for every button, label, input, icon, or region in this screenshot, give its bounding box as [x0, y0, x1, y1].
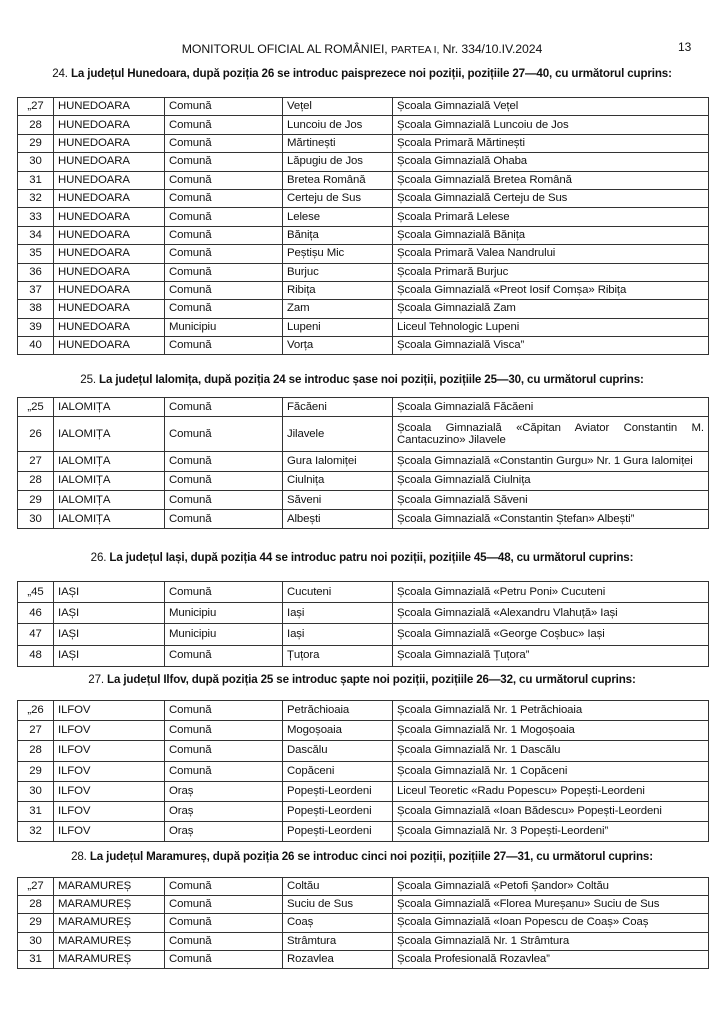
county-cell: ILFOV — [54, 781, 165, 801]
position-number-cell: 32 — [18, 189, 54, 207]
county-cell: HUNEDOARA — [54, 263, 165, 281]
school-name-cell: Liceul Teoretic «Radu Popescu» Popești-Leordeni — [393, 781, 709, 801]
publication-issue: Nr. 334/10.IV.2024 — [442, 42, 543, 56]
school-name-cell: Școala Gimnazială «Florea Mureșanu» Suciu de Sus — [393, 896, 709, 914]
county-cell: IALOMIȚA — [54, 510, 165, 529]
table-row — [18, 337, 709, 355]
position-number-cell: 28 — [18, 896, 54, 914]
table-row — [18, 510, 709, 529]
unit-type-cell: Comună — [165, 896, 283, 914]
position-number-cell: 37 — [18, 281, 54, 299]
position-number-cell: 26 — [18, 417, 54, 452]
school-name-cell: Școala Gimnazială Ohaba — [393, 153, 709, 171]
county-cell: HUNEDOARA — [54, 281, 165, 299]
school-name-cell: Școala Gimnazială Vețel — [393, 98, 709, 116]
table-row — [18, 417, 709, 452]
locality-cell: Lupeni — [283, 318, 393, 336]
position-number-cell: 28 — [18, 741, 54, 761]
table-row — [18, 896, 709, 914]
county-cell: ILFOV — [54, 822, 165, 842]
position-number-cell: 32 — [18, 822, 54, 842]
unit-type-cell: Comună — [165, 171, 283, 189]
locality-cell: Iași — [283, 624, 393, 645]
locality-cell: Dascălu — [283, 741, 393, 761]
county-cell: IAȘI — [54, 603, 165, 624]
school-name-cell: Școala Gimnazială «Alexandru Vlahuță» Iași — [393, 603, 709, 624]
position-number-cell: 30 — [18, 153, 54, 171]
position-number-cell: 31 — [18, 801, 54, 821]
publication-name: MONITORUL OFICIAL AL ROMÂNIEI, — [181, 42, 388, 56]
county-cell: MARAMUREȘ — [54, 878, 165, 896]
page-number: 13 — [678, 40, 692, 54]
position-number-cell: 40 — [18, 337, 54, 355]
table-row — [18, 701, 709, 721]
unit-type-cell: Comună — [165, 582, 283, 603]
county-cell: IALOMIȚA — [54, 452, 165, 471]
table-row — [18, 471, 709, 490]
position-number-cell: 29 — [18, 914, 54, 932]
county-cell: ILFOV — [54, 761, 165, 781]
table-ilfov — [17, 700, 709, 842]
school-name-cell: Școala Gimnazială Nr. 1 Dascălu — [393, 741, 709, 761]
table-row — [18, 281, 709, 299]
position-number-cell: „27 — [18, 98, 54, 116]
section-text: La județul Ilfov, după poziția 25 se introduc șapte noi poziții, pozițiile 26—32, cu următorul cuprins: — [107, 673, 636, 686]
unit-type-cell: Comună — [165, 471, 283, 490]
section-text: La județul Iași, după poziția 44 se introduc patru noi poziții, pozițiile 45—48, cu următorul cuprins: — [109, 551, 634, 564]
locality-cell: Ciulnița — [283, 471, 393, 490]
position-number-cell: 39 — [18, 318, 54, 336]
section-number: 25. — [80, 373, 96, 386]
position-number-cell: „25 — [18, 398, 54, 417]
county-cell: HUNEDOARA — [54, 171, 165, 189]
locality-cell: Coaș — [283, 914, 393, 932]
locality-cell: Certeju de Sus — [283, 189, 393, 207]
county-cell: IAȘI — [54, 624, 165, 645]
locality-cell: Bănița — [283, 226, 393, 244]
table-row — [18, 950, 709, 968]
locality-cell: Bretea Română — [283, 171, 393, 189]
publication-part: PARTEA I, — [390, 44, 440, 56]
table-row — [18, 226, 709, 244]
table-row — [18, 263, 709, 281]
county-cell: HUNEDOARA — [54, 189, 165, 207]
unit-type-cell: Municipiu — [165, 318, 283, 336]
locality-cell: Popești-Leordeni — [283, 822, 393, 842]
school-name-cell: Școala Gimnazială «Petru Poni» Cucuteni — [393, 582, 709, 603]
school-name-cell: Școala Gimnazială Făcăeni — [393, 398, 709, 417]
position-number-cell: 30 — [18, 510, 54, 529]
locality-cell: Vețel — [283, 98, 393, 116]
section-number: 24. — [52, 67, 68, 80]
publication-title — [0, 42, 724, 56]
unit-type-cell: Comună — [165, 721, 283, 741]
unit-type-cell: Comună — [165, 761, 283, 781]
locality-cell: Lăpugiu de Jos — [283, 153, 393, 171]
unit-type-cell: Municipiu — [165, 603, 283, 624]
county-cell: HUNEDOARA — [54, 153, 165, 171]
position-number-cell: 47 — [18, 624, 54, 645]
school-name-cell: Școala Gimnazială «Preot Iosif Comșa» Ribița — [393, 281, 709, 299]
position-number-cell: 35 — [18, 245, 54, 263]
county-cell: HUNEDOARA — [54, 98, 165, 116]
locality-cell: Gura Ialomiței — [283, 452, 393, 471]
table-row — [18, 603, 709, 624]
unit-type-cell: Comună — [165, 452, 283, 471]
position-number-cell: 27 — [18, 452, 54, 471]
table-row — [18, 624, 709, 645]
position-number-cell: 31 — [18, 950, 54, 968]
position-number-cell: „27 — [18, 878, 54, 896]
school-name-cell: Școala Gimnazială Luncoiu de Jos — [393, 116, 709, 134]
unit-type-cell: Comună — [165, 645, 283, 666]
unit-type-cell: Oraș — [165, 822, 283, 842]
locality-cell: Țuțora — [283, 645, 393, 666]
position-number-cell: „45 — [18, 582, 54, 603]
county-cell: HUNEDOARA — [54, 337, 165, 355]
table-row — [18, 208, 709, 226]
unit-type-cell: Comună — [165, 878, 283, 896]
locality-cell: Petrăchioaia — [283, 701, 393, 721]
table-row — [18, 398, 709, 417]
section-heading-25 — [0, 373, 724, 386]
locality-cell: Rozavlea — [283, 950, 393, 968]
school-name-cell: Școala Gimnazială «Ioan Bădescu» Popești-Leordeni — [393, 801, 709, 821]
county-cell: ILFOV — [54, 741, 165, 761]
section-heading-24 — [0, 67, 724, 80]
school-name-cell: Școala Primară Burjuc — [393, 263, 709, 281]
section-heading-26 — [0, 551, 724, 564]
county-cell: MARAMUREȘ — [54, 950, 165, 968]
locality-cell: Mogoșoaia — [283, 721, 393, 741]
county-cell: IALOMIȚA — [54, 490, 165, 509]
table-row — [18, 582, 709, 603]
section-heading-28 — [0, 850, 724, 863]
school-name-cell: Școala Gimnazială «Petofi Șandor» Coltău — [393, 878, 709, 896]
position-number-cell: 29 — [18, 134, 54, 152]
county-cell: HUNEDOARA — [54, 226, 165, 244]
table-row — [18, 781, 709, 801]
unit-type-cell: Comună — [165, 153, 283, 171]
section-text: La județul Ialomița, după poziția 24 se introduc șase noi poziții, pozițiile 25—30, cu următorul cuprins: — [99, 373, 644, 386]
table-row — [18, 721, 709, 741]
school-name-cell: Școala Gimnazială «George Coșbuc» Iași — [393, 624, 709, 645]
unit-type-cell: Comună — [165, 189, 283, 207]
position-number-cell: 27 — [18, 721, 54, 741]
unit-type-cell: Comună — [165, 281, 283, 299]
table-maramures — [17, 877, 709, 969]
school-name-cell: Școala Primară Mărtinești — [393, 134, 709, 152]
position-number-cell: 31 — [18, 171, 54, 189]
locality-cell: Copăceni — [283, 761, 393, 781]
school-name-cell: Școala Gimnazială Bănița — [393, 226, 709, 244]
school-name-cell: Școala Primară Lelese — [393, 208, 709, 226]
school-name-cell: Școala Gimnazială Nr. 1 Copăceni — [393, 761, 709, 781]
position-number-cell: 38 — [18, 300, 54, 318]
table-row — [18, 878, 709, 896]
position-number-cell: „26 — [18, 701, 54, 721]
school-name-cell: Școala Gimnazială «Căpitan Aviator Constantin M. Cantacuzino» Jilavele — [393, 417, 709, 452]
position-number-cell: 34 — [18, 226, 54, 244]
locality-cell: Făcăeni — [283, 398, 393, 417]
table-row — [18, 490, 709, 509]
table-row — [18, 245, 709, 263]
school-name-cell: Școala Gimnazială «Constantin Ștefan» Albești” — [393, 510, 709, 529]
county-cell: IALOMIȚA — [54, 471, 165, 490]
school-name-cell: Școala Gimnazială Nr. 1 Strâmtura — [393, 932, 709, 950]
table-row — [18, 822, 709, 842]
locality-cell: Ribița — [283, 281, 393, 299]
unit-type-cell: Comună — [165, 417, 283, 452]
table-iasi — [17, 581, 709, 667]
county-cell: HUNEDOARA — [54, 300, 165, 318]
school-name-cell: Școala Primară Valea Nandrului — [393, 245, 709, 263]
school-name-cell: Liceul Tehnologic Lupeni — [393, 318, 709, 336]
county-cell: HUNEDOARA — [54, 245, 165, 263]
locality-cell: Strâmtura — [283, 932, 393, 950]
school-name-cell: Școala Gimnazială Săveni — [393, 490, 709, 509]
table-row — [18, 134, 709, 152]
school-name-cell: Școala Gimnazială Zam — [393, 300, 709, 318]
position-number-cell: 28 — [18, 116, 54, 134]
locality-cell: Albești — [283, 510, 393, 529]
locality-cell: Burjuc — [283, 263, 393, 281]
table-row — [18, 801, 709, 821]
school-name-cell: Școala Gimnazială Nr. 3 Popești-Leordeni” — [393, 822, 709, 842]
school-name-cell: Școala Gimnazială «Constantin Gurgu» Nr. 1 Gura Ialomiței — [393, 452, 709, 471]
section-text: La județul Hunedoara, după poziția 26 se introduc paisprezece noi poziții, pozițiile 27—40, cu următorul cuprins: — [70, 67, 672, 80]
table-row — [18, 153, 709, 171]
table-row — [18, 300, 709, 318]
table-row — [18, 171, 709, 189]
county-cell: HUNEDOARA — [54, 318, 165, 336]
unit-type-cell: Comună — [165, 300, 283, 318]
table-row — [18, 189, 709, 207]
county-cell: MARAMUREȘ — [54, 896, 165, 914]
unit-type-cell: Comună — [165, 914, 283, 932]
school-name-cell: Școala Gimnazială Nr. 1 Mogoșoaia — [393, 721, 709, 741]
locality-cell: Jilavele — [283, 417, 393, 452]
position-number-cell: 29 — [18, 761, 54, 781]
unit-type-cell: Comună — [165, 701, 283, 721]
county-cell: IAȘI — [54, 645, 165, 666]
unit-type-cell: Comună — [165, 932, 283, 950]
table-row — [18, 116, 709, 134]
school-name-cell: Școala Gimnazială Nr. 1 Petrăchioaia — [393, 701, 709, 721]
unit-type-cell: Comună — [165, 134, 283, 152]
county-cell: HUNEDOARA — [54, 116, 165, 134]
locality-cell: Popești-Leordeni — [283, 801, 393, 821]
unit-type-cell: Comună — [165, 337, 283, 355]
locality-cell: Vorța — [283, 337, 393, 355]
position-number-cell: 29 — [18, 490, 54, 509]
position-number-cell: 36 — [18, 263, 54, 281]
county-cell: MARAMUREȘ — [54, 932, 165, 950]
locality-cell: Lelese — [283, 208, 393, 226]
unit-type-cell: Comună — [165, 98, 283, 116]
locality-cell: Suciu de Sus — [283, 896, 393, 914]
county-cell: ILFOV — [54, 701, 165, 721]
section-text: La județul Maramureș, după poziția 26 se introduc cinci noi poziții, pozițiile 27—31, cu următorul cuprins: — [89, 850, 653, 863]
unit-type-cell: Comună — [165, 116, 283, 134]
table-row — [18, 452, 709, 471]
position-number-cell: 28 — [18, 471, 54, 490]
unit-type-cell: Comună — [165, 226, 283, 244]
school-name-cell: Școala Gimnazială «Ioan Popescu de Coaș» Coaș — [393, 914, 709, 932]
school-name-cell: Școala Profesională Rozavlea” — [393, 950, 709, 968]
county-cell: IALOMIȚA — [54, 398, 165, 417]
county-cell: IALOMIȚA — [54, 417, 165, 452]
table-row — [18, 761, 709, 781]
unit-type-cell: Comună — [165, 510, 283, 529]
unit-type-cell: Municipiu — [165, 624, 283, 645]
school-name-cell: Școala Gimnazială Bretea Română — [393, 171, 709, 189]
school-name-cell: Școala Gimnazială Certeju de Sus — [393, 189, 709, 207]
county-cell: ILFOV — [54, 721, 165, 741]
position-number-cell: 46 — [18, 603, 54, 624]
county-cell: IAȘI — [54, 582, 165, 603]
table-row — [18, 98, 709, 116]
locality-cell: Popești-Leordeni — [283, 781, 393, 801]
unit-type-cell: Comună — [165, 741, 283, 761]
school-name-cell: Școala Gimnazială Ciulnița — [393, 471, 709, 490]
county-cell: MARAMUREȘ — [54, 914, 165, 932]
unit-type-cell: Oraș — [165, 781, 283, 801]
unit-type-cell: Comună — [165, 208, 283, 226]
unit-type-cell: Comună — [165, 950, 283, 968]
position-number-cell: 30 — [18, 932, 54, 950]
table-hunedoara — [17, 97, 709, 355]
section-number: 27. — [88, 673, 104, 686]
locality-cell: Iași — [283, 603, 393, 624]
locality-cell: Coltău — [283, 878, 393, 896]
unit-type-cell: Comună — [165, 398, 283, 417]
county-cell: ILFOV — [54, 801, 165, 821]
school-name-cell: Școala Gimnazială Visca” — [393, 337, 709, 355]
table-row — [18, 318, 709, 336]
locality-cell: Cucuteni — [283, 582, 393, 603]
position-number-cell: 30 — [18, 781, 54, 801]
unit-type-cell: Comună — [165, 490, 283, 509]
unit-type-cell: Comună — [165, 245, 283, 263]
table-row — [18, 914, 709, 932]
section-number: 28. — [71, 850, 87, 863]
county-cell: HUNEDOARA — [54, 208, 165, 226]
section-number: 26. — [90, 551, 107, 564]
position-number-cell: 33 — [18, 208, 54, 226]
school-name-cell: Școala Gimnazială Țuțora” — [393, 645, 709, 666]
unit-type-cell: Oraș — [165, 801, 283, 821]
locality-cell: Luncoiu de Jos — [283, 116, 393, 134]
locality-cell: Zam — [283, 300, 393, 318]
table-row — [18, 645, 709, 666]
unit-type-cell: Comună — [165, 263, 283, 281]
table-row — [18, 932, 709, 950]
locality-cell: Săveni — [283, 490, 393, 509]
table-row — [18, 741, 709, 761]
locality-cell: Mărtinești — [283, 134, 393, 152]
table-ialomita — [17, 397, 709, 529]
county-cell: HUNEDOARA — [54, 134, 165, 152]
position-number-cell: 48 — [18, 645, 54, 666]
locality-cell: Peștișu Mic — [283, 245, 393, 263]
section-heading-27 — [0, 673, 724, 686]
